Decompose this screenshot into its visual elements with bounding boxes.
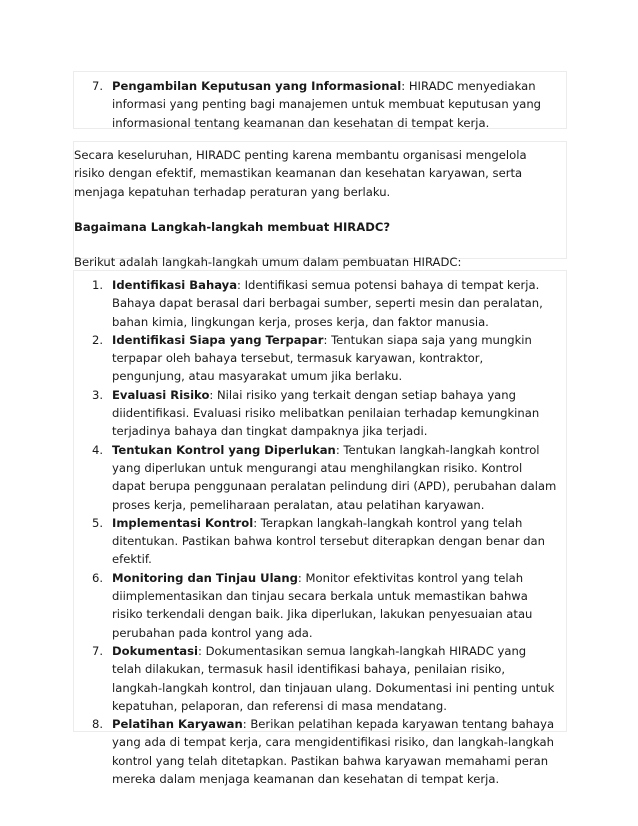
list-item [74,569,558,642]
list-number: 7. [92,643,104,658]
list-item-text: : Tentukan langkah-langkah kontrol yang diperlukan untuk mengurangi atau menghilangkan risiko. Kontrol dapat berupa penggunaan peralatan pelindung diri (APD), perubahan dalam proses kerja, pemeliharaan peralatan, atau pelatihan karyawan. [112,442,557,512]
list-item-title: Dokumentasi [112,643,198,658]
list-item-text: : HIRADC menyediakan informasi yang penting bagi manajemen untuk membuat keputusan yang informasional tentang keamanan dan kesehatan di tempat kerja. [112,79,542,130]
list-item-title: Identifikasi Bahaya [112,278,238,292]
list-number: 4. [92,442,104,457]
top-list-box [73,71,567,129]
list-item [74,514,558,569]
list-item-title: Tentukan Kontrol yang Diperlukan [112,442,336,457]
list-item-text: : Berikan pelatihan kepada karyawan tentang bahaya yang ada di tempat kerja, cara mengidentifikasi risiko, dan langkah-langkah kontrol yang telah ditetapkan. Pastikan bahwa karyawan memahami peran mereka dalam menjaga keamanan dan kesehatan di tempat kerja. [112,717,555,787]
list-item-title: Pelatihan Karyawan [112,717,243,732]
list-number: 2. [92,332,104,347]
list-item-title: Identifikasi Siapa yang Terpapar [112,332,324,347]
list-number: 8. [92,717,104,732]
list-item [74,715,558,788]
list-item-text: : Dokumentasikan semua langkah-langkah HIRADC yang telah dilakukan, termasuk hasil identifikasi bahaya, penilaian risiko, langkah-langkah kontrol, dan tinjauan ulang. Dokumentasi ini penting untuk kepatuhan, pelaporan, dan referensi di masa mendatang. [112,643,555,713]
list-item [74,77,558,132]
section-heading: Bagaimana Langkah-langkah membuat HIRADC? [74,219,391,234]
summary-box [73,141,567,270]
list-item-text: : Monitor efektivitas kontrol yang telah diimplementasikan dan tinjau secara berkala untuk memastikan bahwa risiko terkendali dengan baik. Jika diperlukan, lakukan penyesuaian atau perubahan pada kontrol yang ada. [112,570,533,640]
list-item [74,386,558,441]
list-number: 1. [92,278,104,292]
steps-list-box [73,270,567,787]
list-item-text: : Tentukan siapa saja yang mungkin terpapar oleh bahaya tersebut, termasuk karyawan, kontraktor, pengunjung, atau masyarakat umum jika berlaku. [112,332,532,384]
list-item-text: : Nilai risiko yang terkait dengan setiap bahaya yang diidentifikasi. Evaluasi risiko melibatkan penilaian terhadap kemungkinan terjadinya bahaya dan tingkat dampaknya jika terjadi. [112,387,540,439]
list-item-title: Evaluasi Risiko [112,387,210,402]
list-item [74,331,558,386]
list-item-text: : Terapkan langkah-langkah kontrol yang telah ditentukan. Pastikan bahwa kontrol tersebut diterapkan dengan benar dan efektif. [112,515,545,567]
list-item-text: : Identifikasi semua potensi bahaya di tempat kerja. Bahaya dapat berasal dari berbagai sumber, seperti mesin dan peralatan, bahan kimia, lingkungan kerja, proses kerja, dan faktor manusia. [112,278,543,329]
intro-paragraph: Berikut adalah langkah-langkah umum dalam pembuatan HIRADC: [74,255,462,270]
list-number: 3. [92,387,104,402]
list-item-title: Monitoring dan Tinjau Ulang [112,570,298,585]
list-item-title: Implementasi Kontrol [112,515,254,530]
list-item [74,276,558,331]
summary-paragraph: Secara keseluruhan, HIRADC penting karena membantu organisasi mengelola risiko dengan efektif, memastikan keamanan dan kesehatan karyawan, serta menjaga kepatuhan terhadap peraturan yang berlaku. [74,148,527,199]
list-number: 5. [92,515,104,530]
list-item [74,441,558,514]
list-number: 6. [92,570,104,585]
list-item [74,642,558,715]
list-number: 7. [92,79,104,93]
list-item-title: Pengambilan Keputusan yang Informasional [112,79,402,93]
